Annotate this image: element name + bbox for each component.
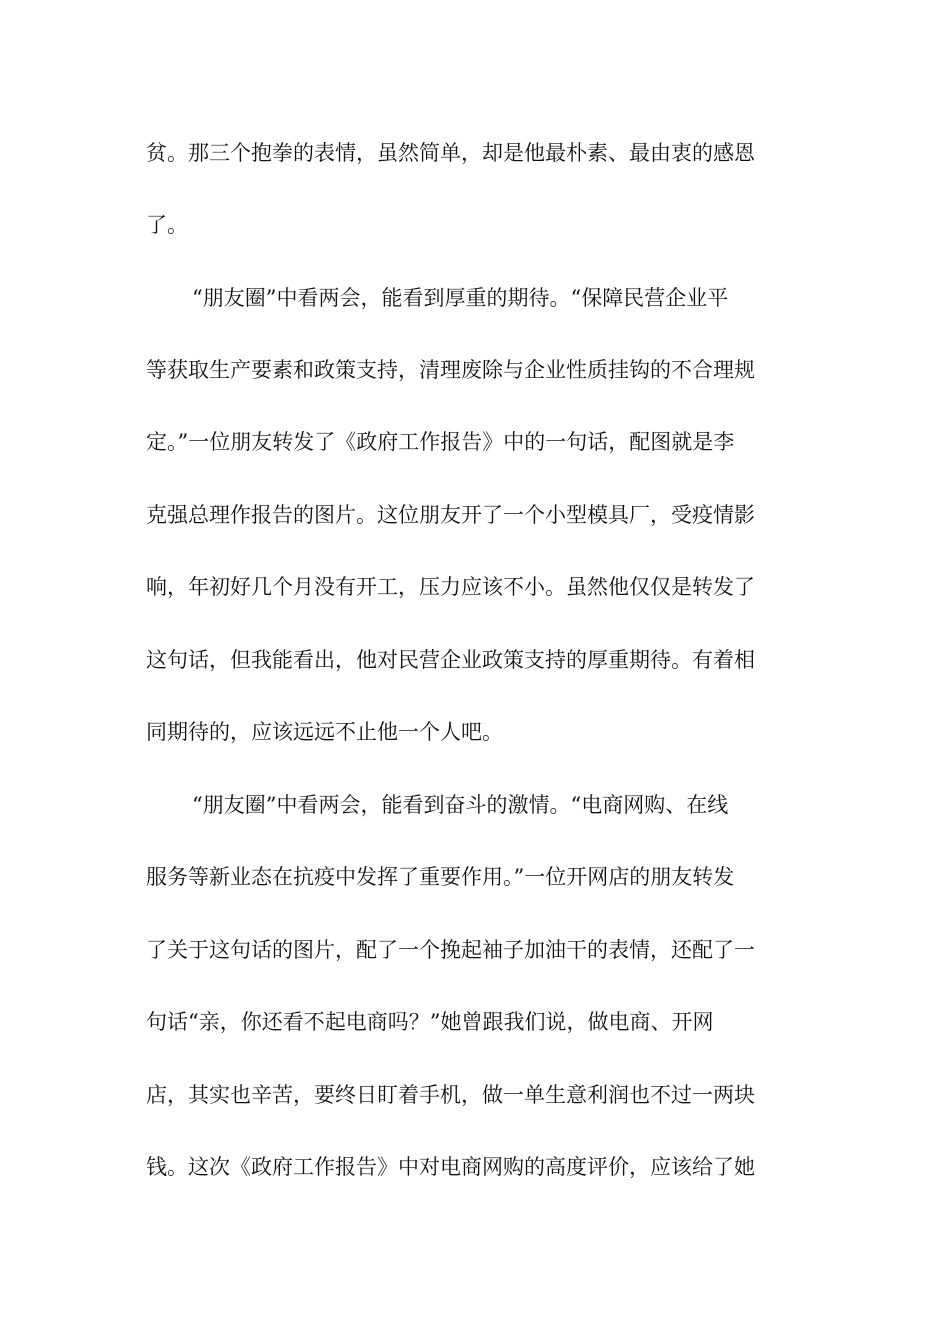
paragraph-line: 等获取生产要素和政策支持，清理废除与企业性质挂钩的不合理规: [146, 358, 755, 382]
paragraph-line: 这句话，但我能看出，他对民营企业政策支持的厚重期待。有着相: [146, 648, 755, 672]
paragraph-line: 了关于这句话的图片，配了一个挽起袖子加油干的表情，还配了一: [146, 938, 755, 962]
paragraph-line: 贫。那三个抱拳的表情，虽然简单，却是他最朴素、最由衷的感恩: [146, 141, 755, 165]
paragraph-line: 响，年初好几个月没有开工，压力应该不小。虽然他仅仅是转发了: [146, 575, 755, 599]
paragraph-line: 了。: [146, 213, 188, 237]
paragraph-line: 句话“亲，你还看不起电商吗？”她曾跟我们说，做电商、开网: [146, 1010, 714, 1034]
paragraph-line: 服务等新业态在抗疫中发挥了重要作用。”一位开网店的朋友转发: [146, 865, 735, 889]
paragraph-line: 同期待的，应该远远不止他一个人吧。: [146, 720, 503, 744]
paragraph-line: 克强总理作报告的图片。这位朋友开了一个小型模具厂，受疫情影: [146, 503, 755, 527]
paragraph-line: 店，其实也辛苦，要终日盯着手机，做一单生意利润也不过一两块: [146, 1083, 755, 1107]
paragraph-line: 钱。这次《政府工作报告》中对电商网购的高度评价，应该给了她: [146, 1155, 755, 1179]
paragraph-first-line: “朋友圈”中看两会，能看到厚重的期待。“保障民营企业平: [192, 286, 729, 310]
paragraph-first-line: “朋友圈”中看两会，能看到奋斗的激情。“电商网购、在线: [192, 793, 729, 817]
paragraph-line: 定。”一位朋友转发了《政府工作报告》中的一句话，配图就是李: [146, 430, 735, 454]
